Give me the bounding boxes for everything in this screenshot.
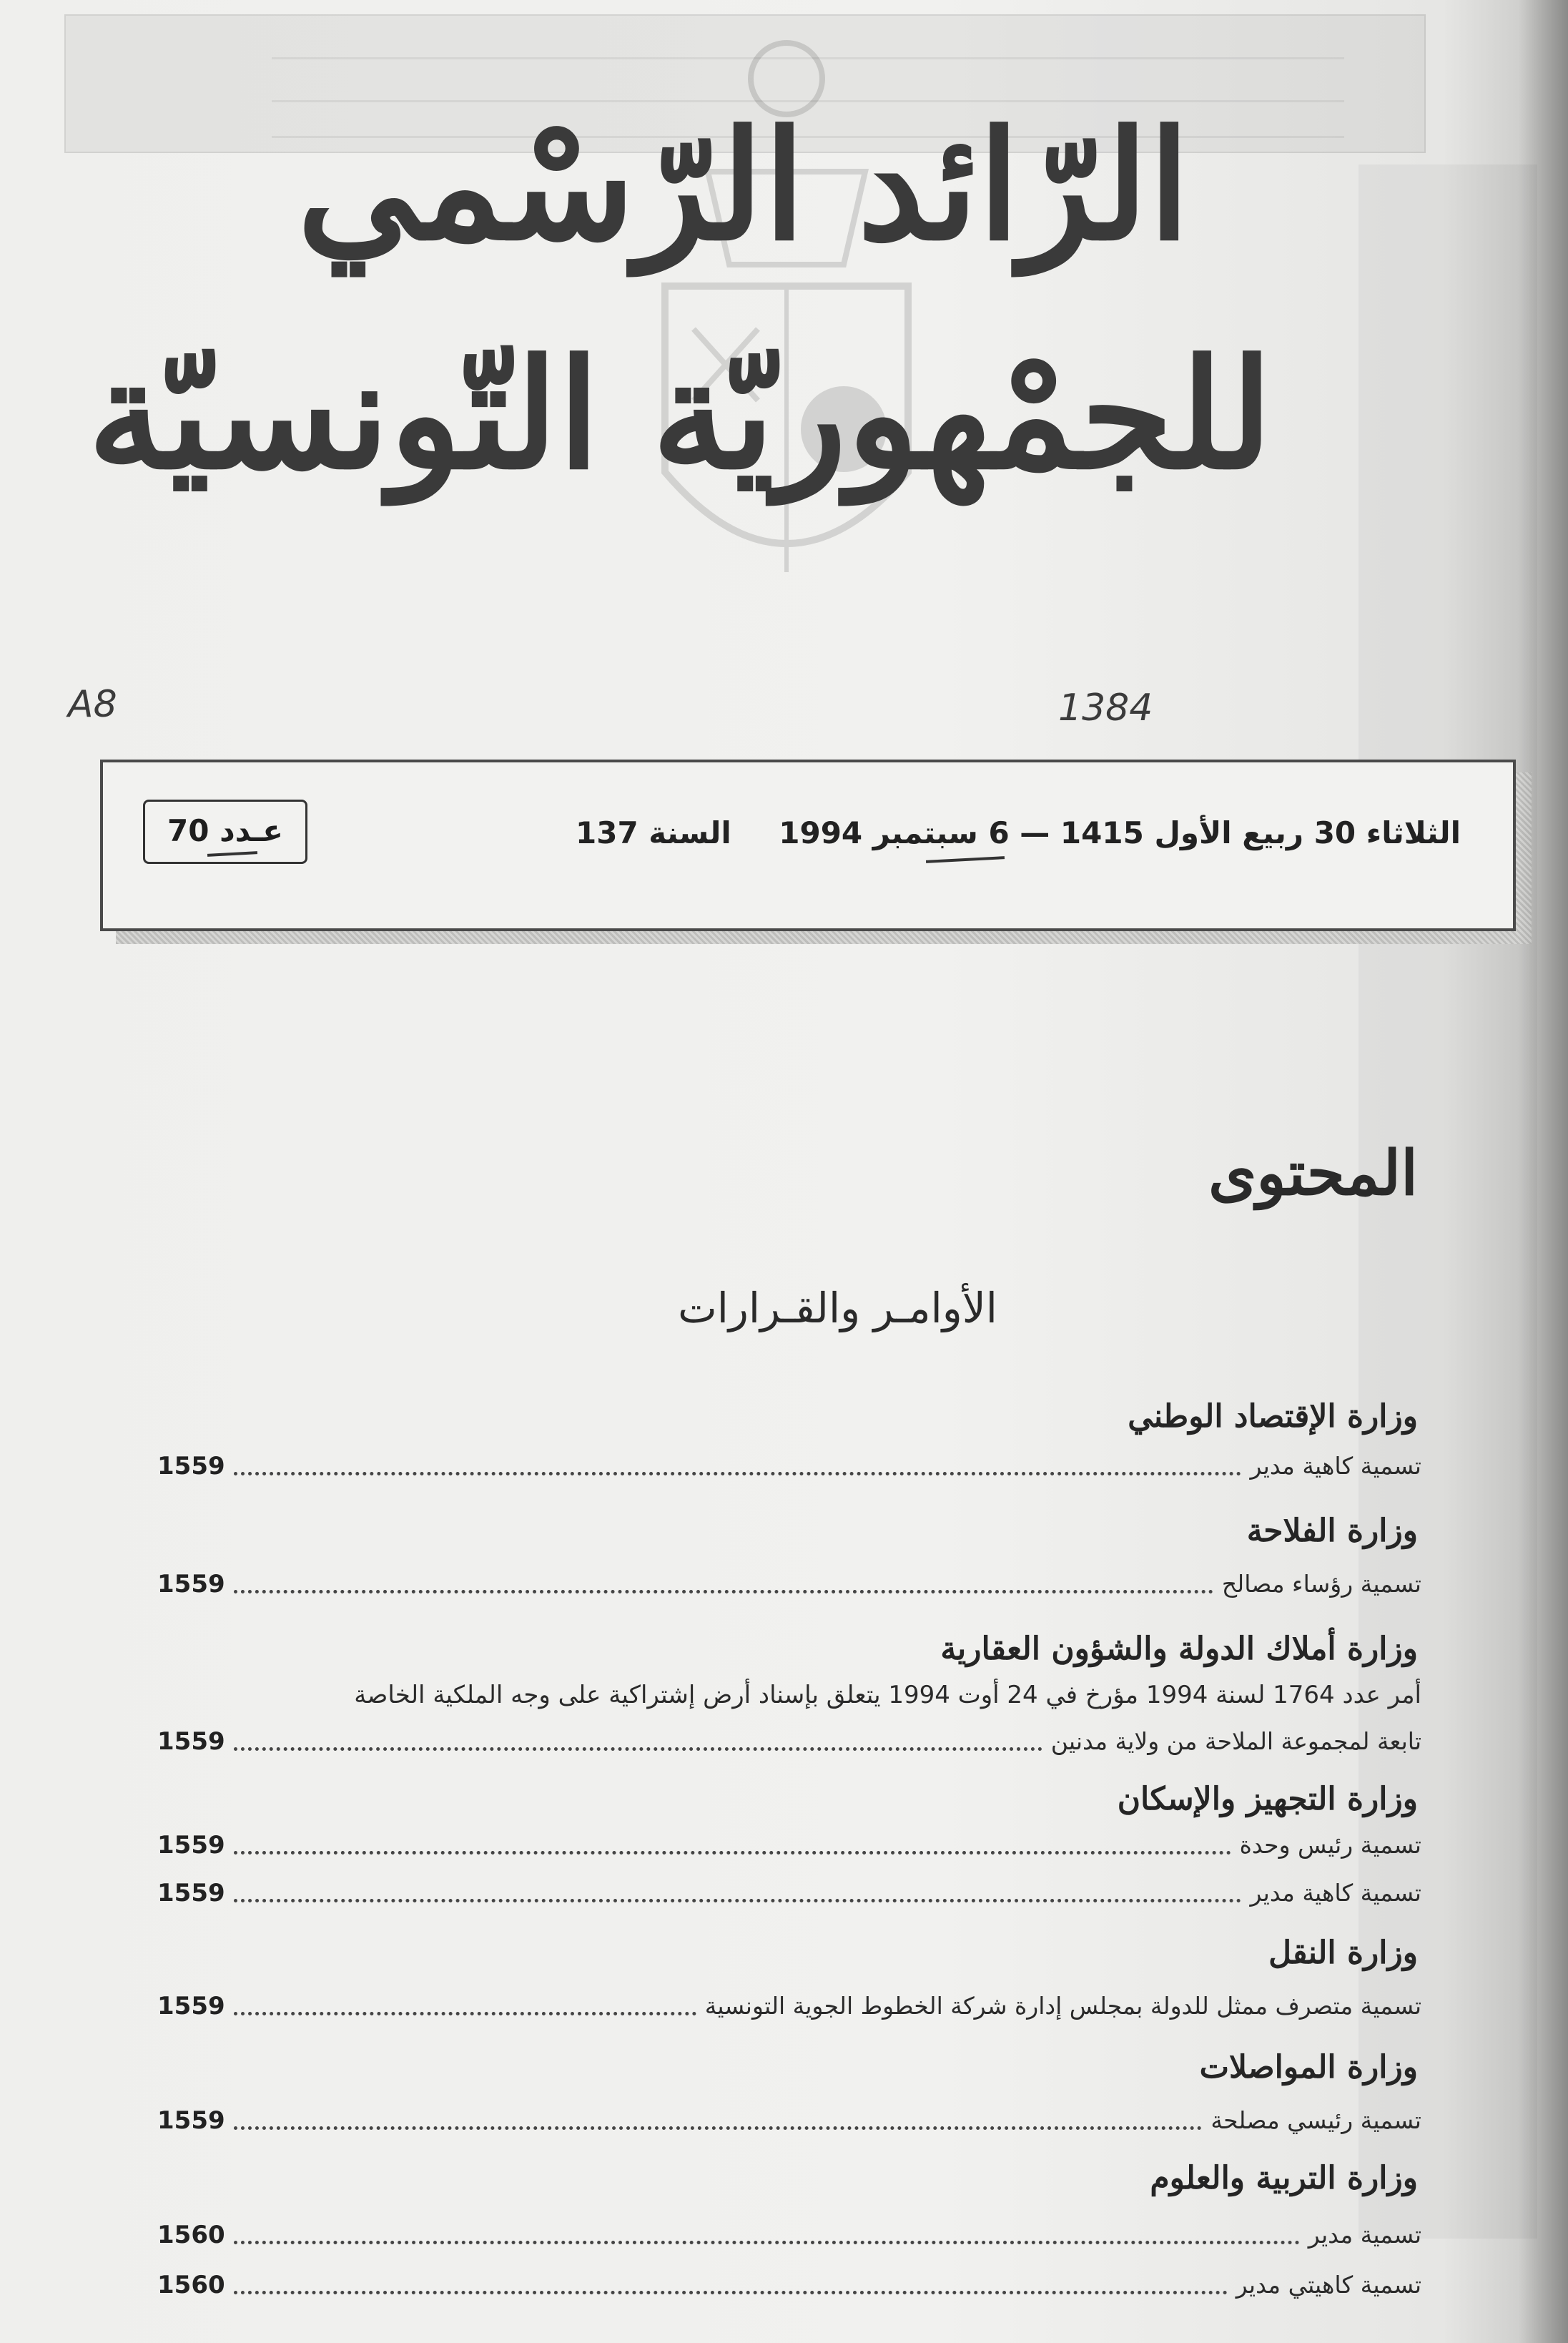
entry-text: تابعة لمجموعة الملاحة من ولاية مدنين (1050, 1727, 1421, 1755)
dot-leader (234, 1471, 1242, 1475)
entry-text: تسمية رئيس وحدة (1239, 1831, 1421, 1859)
entry-text: تسمية كاهية مدير (1250, 1452, 1421, 1480)
contents-entry (157, 2260, 1421, 2303)
entry-page-number: 1559 (157, 1452, 225, 1480)
issue-number-badge: عـدد 70 (143, 800, 307, 864)
section-heading: الأوامـر والقـرارات (678, 1284, 997, 1332)
contents-entry (157, 1716, 1421, 1759)
entry-text: تسمية رئيسي مصلحة (1210, 2106, 1421, 2134)
handwritten-mark-center: 1384 (1058, 687, 1153, 730)
ministry-heading: وزارة أملاك الدولة والشؤون العقارية (940, 1631, 1418, 1667)
entry-page-number: 1559 (157, 1992, 225, 2020)
ministry-heading: وزارة التربية والعلوم (1150, 2160, 1418, 2196)
dot-leader (234, 1850, 1231, 1855)
entry-text-line1: أمر عدد 1764 لسنة 1994 مؤرخ في 24 أوت 1994 يتعلق بإسناد أرض إشتراكية على وجه الملكية الخاصة (354, 1681, 1421, 1709)
issue-year: السنة 137 (576, 815, 731, 850)
page-edge-shadow (1518, 0, 1568, 2343)
masthead-title-line2: للجمْهوريّة التّونسيّة (87, 326, 1273, 503)
entry-text: تسمية متصرف ممثل للدولة بمجلس إدارة شركة الخطوط الجوية التونسية (704, 1992, 1421, 2020)
entry-page-number: 1560 (157, 2271, 225, 2299)
entry-page-number: 1559 (157, 1570, 225, 1598)
dot-leader (234, 1747, 1042, 1751)
ministry-heading: وزارة المواصلات (1199, 2049, 1418, 2086)
contents-entry (157, 1441, 1421, 1484)
ministry-heading: وزارة الإقتصاد الوطني (1128, 1398, 1418, 1435)
dot-leader (234, 2290, 1228, 2294)
entry-text: تسمية كاهية مدير (1250, 1879, 1421, 1907)
masthead-title-line1: الرّائد الرّسْمي (297, 97, 1190, 274)
entry-page-number: 1559 (157, 1831, 225, 1860)
contents-entry (157, 1981, 1421, 2024)
contents-entry (157, 2210, 1421, 2253)
contents-heading: المحتوى (1208, 1137, 1418, 1209)
issue-date: الثلاثاء 30 ربيع الأول 1415 — 6 سبتمبر 1994 (779, 815, 1461, 850)
dot-leader (234, 2240, 1300, 2244)
entry-text: تسمية مدير (1308, 2221, 1421, 2249)
contents-entry (157, 1820, 1421, 1863)
ministry-heading: وزارة الفلاحة (1246, 1513, 1418, 1549)
dot-leader (234, 2126, 1203, 2130)
entry-page-number: 1560 (157, 2221, 225, 2249)
ministry-heading: وزارة النقل (1268, 1935, 1418, 1971)
entry-page-number: 1559 (157, 2106, 225, 2135)
contents-entry (157, 1868, 1421, 1911)
dot-leader (234, 1589, 1213, 1593)
entry-page-number: 1559 (157, 1727, 225, 1756)
dot-leader (234, 2011, 696, 2015)
entry-text: تسمية رؤساء مصالح (1221, 1570, 1421, 1598)
entry-text: تسمية كاهيتي مدير (1236, 2271, 1421, 2299)
handwritten-mark-left: A8 (68, 683, 117, 726)
contents-entry (157, 2096, 1421, 2138)
dot-leader (234, 1898, 1242, 1902)
contents-entry (157, 1559, 1421, 1602)
ministry-heading: وزارة التجهيز والإسكان (1117, 1781, 1418, 1817)
entry-page-number: 1559 (157, 1879, 225, 1907)
